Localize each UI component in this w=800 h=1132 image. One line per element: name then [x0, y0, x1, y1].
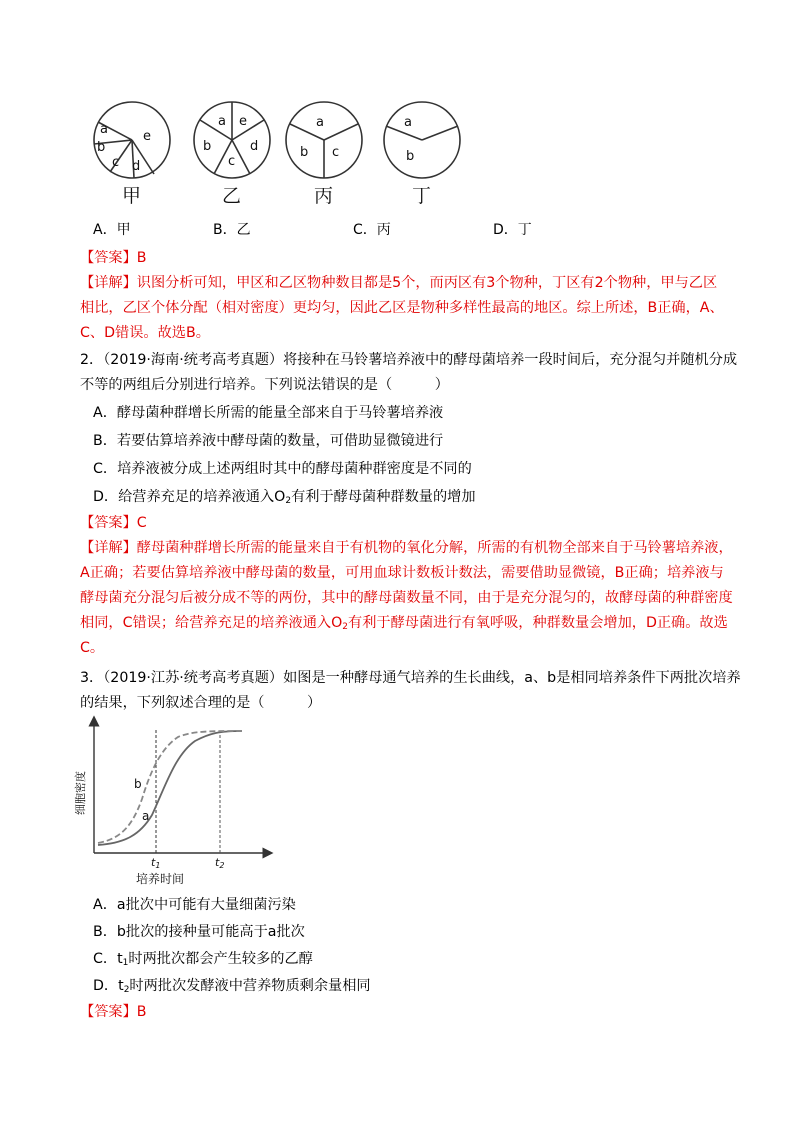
- q1-explain-line-1: 【详解】识图分析可知，甲区和乙区物种数目都是5个，而丙区有3个物种，丁区有2个物种，甲与乙区: [80, 275, 718, 291]
- q1-option-d: D．丁: [493, 222, 532, 238]
- q3-option-c-post: 时两批次都会产生较多的乙醇: [128, 951, 313, 967]
- xlabel: 培养时间: [136, 872, 185, 886]
- pie-jia-e: e: [143, 129, 151, 144]
- pie-ding-a: a: [404, 115, 412, 130]
- pie-yi-e: e: [239, 114, 247, 129]
- q3-option-c-pre: C．t: [93, 951, 123, 967]
- pie-yi-a: a: [218, 114, 226, 129]
- q3-option-d-pre: D．t: [93, 978, 124, 994]
- q3-option-c-sub: 1: [122, 958, 129, 968]
- q1-option-c: C．丙: [353, 222, 391, 238]
- q3-growth-curve-graph: [70, 715, 280, 890]
- q1-pie-figure: [88, 100, 478, 210]
- q2-option-d-pre: D．给营养充足的培养液通入O: [93, 489, 286, 505]
- t2-label: t2: [215, 856, 225, 870]
- q2-option-d-sub: 2: [285, 496, 292, 506]
- q3-answer: 【答案】B: [80, 1004, 147, 1020]
- q3-option-d: [93, 976, 371, 1000]
- q1-answer: 【答案】B: [80, 250, 147, 266]
- q2-explain-line-3: 酵母菌充分混匀后被分成不等的两份，其中的酵母菌数量不同，由于是充分混匀的，故酵母菌的种群密度: [80, 590, 733, 606]
- caption-bing: 丙: [314, 185, 334, 207]
- pie-bing-c: c: [332, 145, 340, 160]
- pie-ding-b: b: [406, 149, 415, 164]
- t1-label: t1: [151, 856, 161, 870]
- q3-option-b: B．b批次的接种量可能高于a批次: [93, 924, 305, 940]
- pie-jia-a: a: [100, 122, 108, 137]
- q2-stem-line-1: 2．（2019·海南·统考高考真题）将接种在马铃薯培养液中的酵母菌培养一段时间后，充分混匀并随机分成: [80, 352, 738, 368]
- q1-explain-line-2: 相比，乙区个体分配（相对密度）更均匀，因此乙区是物种多样性最高的地区。综上所述，B正确，A、: [80, 300, 724, 316]
- caption-ding: 丁: [412, 185, 432, 207]
- pie-yi-b: b: [203, 139, 212, 154]
- q3-stem-line-1: 3．（2019·江苏·统考高考真题）如图是一种酵母通气培养的生长曲线，a、b是相同培养条件下两批次培养: [80, 670, 741, 686]
- pie-yi-d: d: [250, 139, 259, 154]
- q1-option-a: A．甲: [93, 222, 131, 238]
- q2-answer: 【答案】C: [80, 515, 147, 531]
- q2-explain-last-post: 有利于酵母菌进行有氧呼吸，种群数量会增加，D正确。故选: [348, 615, 728, 631]
- q2-stem-line-2: 不等的两组后分别进行培养。下列说法错误的是（ ）: [80, 377, 449, 393]
- q3-option-d-sub: 2: [123, 985, 130, 995]
- ylabel: 细胞密度: [74, 771, 87, 815]
- q1-explain-line-3: C、D错误。故选B。: [80, 325, 210, 341]
- q2-option-a: A．酵母菌种群增长所需的能量全部来自于马铃薯培养液: [93, 405, 444, 421]
- q3-option-a: A．a批次中可能有大量细菌污染: [93, 897, 296, 913]
- q3-stem-line-2: 的结果，下列叙述合理的是（ ）: [80, 695, 322, 711]
- q2-option-d: [93, 487, 476, 511]
- q2-explain-last-pre: 相同，C错误；给营养充足的培养液通入O: [80, 615, 343, 631]
- q2-explain-line-4: [80, 613, 728, 637]
- q2-option-d-post: 有利于酵母菌种群数量的增加: [291, 489, 476, 505]
- pie-jia-b: b: [97, 140, 106, 155]
- q3-option-c: [93, 949, 313, 973]
- q3-option-d-post: 时两批次发酵液中营养物质剩余量相同: [129, 978, 371, 994]
- curve-a-label: a: [142, 809, 150, 823]
- pie-bing-b: b: [300, 145, 309, 160]
- caption-yi: 乙: [222, 185, 242, 207]
- q2-option-c: C．培养液被分成上述两组时其中的酵母菌种群密度是不同的: [93, 461, 472, 477]
- curve-b-label: b: [134, 777, 142, 791]
- q1-option-b: B．乙: [213, 222, 251, 238]
- q2-explain-line-5: C。: [80, 640, 105, 656]
- pie-jia-d: d: [132, 159, 141, 174]
- pie-bing-a: a: [316, 115, 324, 130]
- q2-explain-line-1: 【详解】酵母菌种群增长所需的能量来自于有机物的氧化分解，所需的有机物全部来自于马铃薯培养液，: [80, 540, 733, 556]
- pie-jia-c: c: [112, 155, 120, 170]
- caption-jia: 甲: [122, 185, 142, 207]
- pie-yi-c: c: [228, 154, 236, 169]
- q2-explain-last-sub: 2: [342, 622, 348, 632]
- q2-option-b: B．若要估算培养液中酵母菌的数量，可借助显微镜进行: [93, 433, 444, 449]
- q2-explain-line-2: A正确；若要估算培养液中酵母菌的数量，可用血球计数板计数法，需要借助显微镜，B正确；培养液与: [80, 565, 724, 581]
